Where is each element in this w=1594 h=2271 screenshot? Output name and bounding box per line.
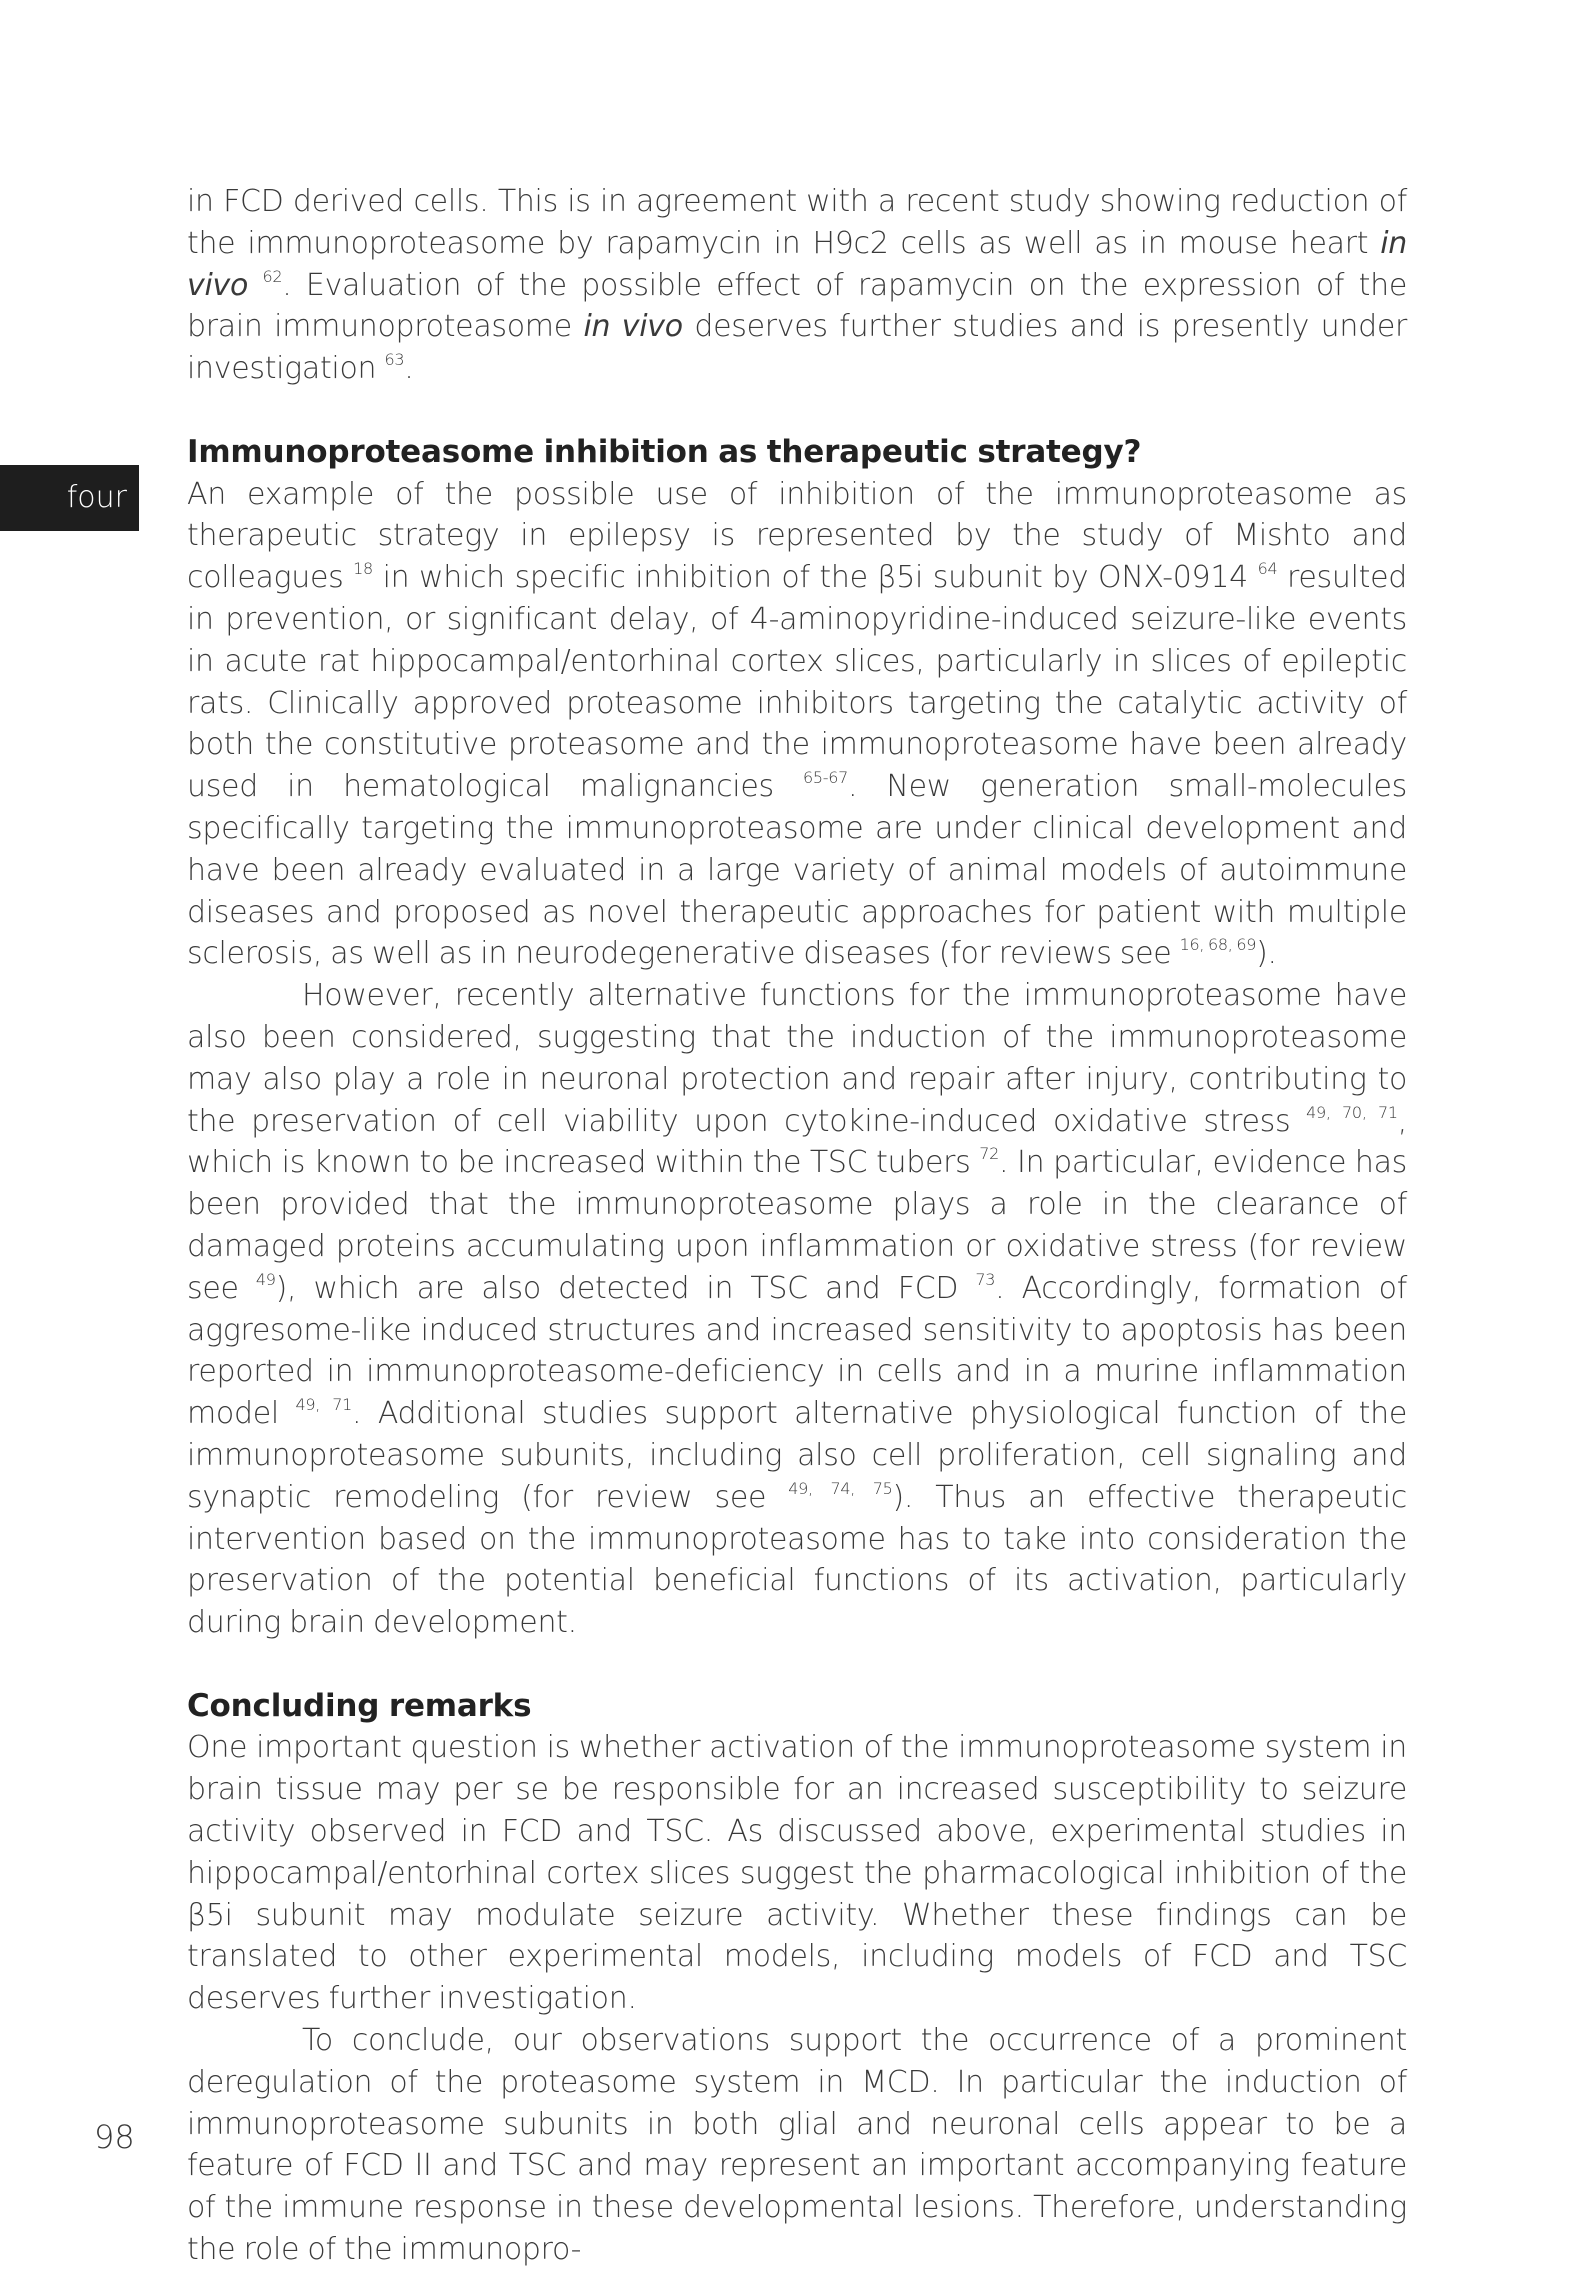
citation: 63	[384, 350, 405, 370]
citation: 73	[975, 1269, 996, 1289]
citation: 18	[353, 559, 373, 579]
section-heading-therapeutic: Immunoproteasome inhibition as therapeutic strategy?	[187, 433, 1142, 470]
section-heading-concluding: Concluding remarks	[187, 1687, 532, 1724]
chapter-tab: four	[0, 465, 139, 531]
citation: 64	[1257, 559, 1278, 579]
citation: 49	[255, 1269, 276, 1289]
concluding-paragraph-1: One important question is whether activation of the immunoproteasome system in brain tissue may per se be responsible for an increased susceptibility to seizure activity observed in FCD and TSC. As discussed above, experimental studies in hippocampal/entorhinal cortex slices suggest the pharmacological inhibition of the β5i subunit may modulate seizure activity. Whether these findings can be translated to other experimental models, including models of FCD and TSC deserves further investigation.	[187, 1730, 1407, 2017]
main-text	[187, 181, 1407, 2271]
citation: 49, 71	[295, 1395, 352, 1415]
therapeutic-paragraph-2: However, recently alternative functions for the immunoproteasome have also been considered, suggesting that the induction of the immunoproteasome may also play a role in neuronal protection and repair after injury, contributing to the preservation of cell viability upon cytokine-induced oxidative stress $^{49, 70, 71}$, which is known to be increased within the TSC tubers $^{72}$. In particular, evidence has been provided that the immunoproteasome plays a role in the clearance of damaged proteins accumulating upon inflammation or oxidative stress (for review see $^{49}$), which are also detected in TSC and FCD $^{73}$. Accordingly, formation of aggresome-like induced structures and increased sensitivity to apoptosis has been reported in immunoproteasome-deficiency in cells and in a murine inflammation model $^{49, 71}$. Additional studies support alternative physiological function of the immunoproteasome subunits, including also cell proliferation, cell signaling and synaptic remodeling (for review see $^{49, 74, 75}$). Thus an effective therapeutic intervention based on the immunoproteasome has to take into consideration the preservation of the potential beneficial functions of its activation, particularly during brain development.	[187, 978, 1408, 1641]
page-number: 98	[94, 2118, 135, 2156]
citation: 72	[979, 1144, 1000, 1164]
therapeutic-paragraph-1: An example of the possible use of inhibition of the immunoproteasome as therapeutic strategy in epilepsy is represented by the study of Mishto and colleagues $^{18}$ in which specific inhibition of the β5i subunit by ONX-0914 $^{64}$ resulted in prevention, or significant delay, of 4-aminopyridine-induced seizure-like events in acute rat hippocampal/entorhinal cortex slices, particularly in slices of epileptic rats. Clinically approved proteasome inhibitors targeting the catalytic activity of both the constitutive proteasome and the immunoproteasome have been already used in hematological malignancies $^{65-67}$. New generation small-molecules specifically targeting the immunoproteasome are under clinical development and have been already evaluated in a large variety of animal models of autoimmune diseases and proposed as novel therapeutic approaches for patient with multiple sclerosis, as well as in neurodegenerative diseases (for reviews see $^{16, 68, 69}$).	[187, 476, 1407, 972]
intro-paragraph: in FCD derived cells. This is in agreement with a recent study showing reduction of the immunoproteasome by rapamycin in H9c2 cells as well as in mouse heart in vivo $^{62}$. Evaluation of the possible effect of rapamycin on the expression of the brain immunoproteasome in vivo deserves further studies and is presently under investigation $^{63}$.	[187, 184, 1408, 387]
citation: 62	[262, 266, 283, 286]
spacer	[187, 390, 1407, 432]
spacer	[187, 1644, 1407, 1686]
citation: 16, 68, 69	[1179, 935, 1257, 955]
concluding-paragraph-2: To conclude, our observations support the occurrence of a prominent deregulation of the proteasome system in MCD. In particular the induction of immunoproteasome subunits in both glial and neuronal cells appear to be a feature of FCD II and TSC and may represent an important accompanying feature of the immune response in these developmental lesions. Therefore, understanding the role of the immunopro-	[187, 2023, 1407, 2268]
citation: 49, 74, 75	[788, 1478, 893, 1498]
citation: 65-67	[803, 768, 848, 788]
citation: 49, 70, 71	[1306, 1102, 1398, 1122]
